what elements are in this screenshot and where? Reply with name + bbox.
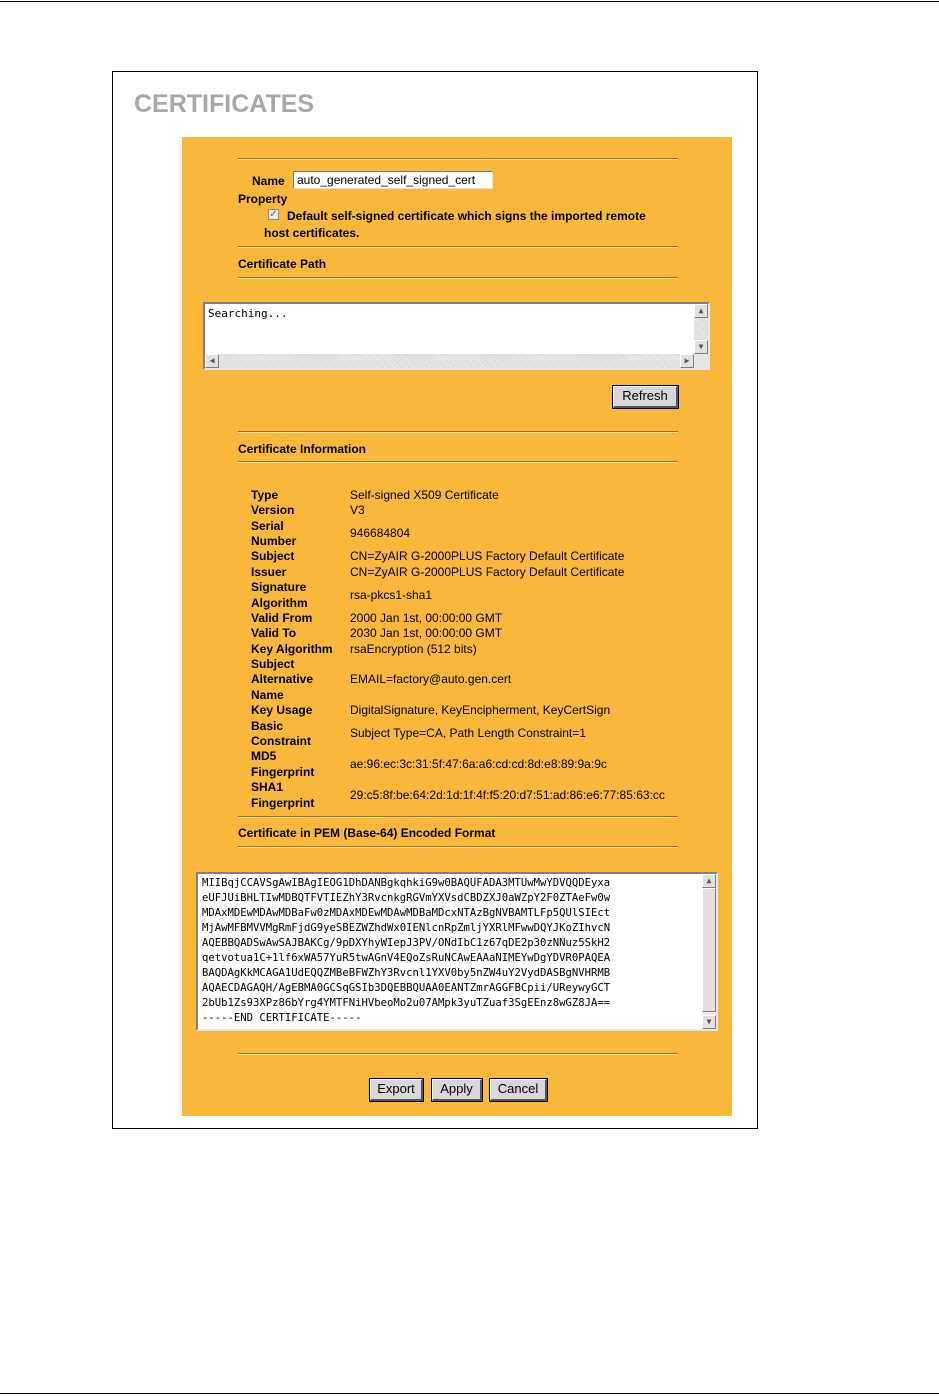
vertical-scrollbar[interactable] (702, 874, 716, 1029)
top-rule (0, 1, 939, 2)
type-label: Type (251, 488, 279, 502)
keyusage-value: DigitalSignature, KeyEncipherment, KeyCertSign (350, 703, 611, 717)
sha1-label-cont: Fingerprint (251, 796, 315, 810)
pem-line: MjAwMFBMVVMgRmFjdG9yeSBEZWZhdWx0IENlcnRpZmljYXRlMFwwDQYJKoZIhvcN (202, 922, 611, 934)
divider (238, 816, 678, 818)
horizontal-scrollbar[interactable] (205, 354, 694, 368)
md5-label: MD5 (251, 749, 277, 763)
version-value: V3 (350, 503, 365, 517)
keyalg-value: rsaEncryption (512 bits) (350, 642, 477, 656)
name-input[interactable] (293, 171, 493, 189)
scroll-right-icon[interactable]: ▶ (680, 354, 694, 368)
scroll-thumb[interactable] (702, 888, 716, 1012)
issuer-label: Issuer (251, 565, 287, 579)
sha1-label: SHA1 (251, 780, 284, 794)
altname-label-cont2: Name (251, 688, 284, 702)
md5-label-cont: Fingerprint (251, 765, 315, 779)
issuer-value: CN=ZyAIR G-2000PLUS Factory Default Certificate (350, 565, 625, 579)
pem-line: 2bUb1Zs93XPz86bYrg4YMTFNiHVbeoMo2u07AMpk3yuTZuaf3SgEEnz8wGZ8JA== (202, 997, 611, 1009)
refresh-button[interactable]: Refresh (613, 386, 678, 408)
export-button[interactable]: Export (370, 1079, 423, 1101)
scroll-up-icon[interactable]: ▲ (694, 304, 708, 318)
divider (238, 431, 678, 433)
vertical-scrollbar[interactable] (694, 304, 708, 354)
md5-value: ae:96:ec:3c:31:5f:47:6a:a6:cd:cd:8d:e8:89:9a:9c (350, 757, 607, 771)
validto-value: 2030 Jan 1st, 00:00:00 GMT (350, 626, 503, 640)
sha1-value: 29:c5:8f:be:64:2d:1d:1f:4f:f5:20:d7:51:ad:86:e6:77:85:63:cc (350, 788, 665, 802)
cert-path-textarea[interactable] (203, 302, 710, 370)
divider (238, 846, 678, 848)
scroll-left-icon[interactable]: ◀ (205, 354, 219, 368)
keyusage-label: Key Usage (251, 703, 313, 717)
pem-line: MDAxMDEwMDAwMDBaFw0zMDAxMDEwMDAwMDBaMDcxNTAzBgNVBAMTLFp5QUlSIEct (202, 907, 611, 919)
divider (238, 461, 678, 463)
subject-label: Subject (251, 549, 295, 563)
subject-value: CN=ZyAIR G-2000PLUS Factory Default Certificate (350, 549, 625, 563)
default-cert-checkbox[interactable]: ✓ (269, 209, 278, 220)
cert-path-text: Searching... (208, 307, 288, 320)
cert-path-title: Certificate Path (238, 257, 327, 271)
keyalg-label: Key Algorithm (251, 642, 333, 656)
scroll-down-icon[interactable]: ▼ (694, 340, 708, 354)
pem-line: AQEBBQADSwAwSAJBAKCg/9pDXYhyWIepJ3PV/ONdIbC1z67qDE2p30zNNuz5SkH2 (202, 937, 611, 949)
serial-label-cont: Number (251, 534, 297, 548)
property-label: Property (238, 192, 288, 206)
validfrom-label: Valid From (251, 611, 313, 625)
divider (238, 158, 678, 160)
scroll-up-icon[interactable]: ▲ (702, 874, 716, 888)
pem-line: eUFJUiBHLTIwMDBQTFVTIEZhY3RvcnkgRGVmYXVsdCBDZXJ0aWZpY2F0ZTAeFw0w (202, 892, 611, 904)
divider (238, 1053, 678, 1055)
property-checkbox-label: Default self-signed certificate which signs the imported remote (287, 209, 646, 223)
scroll-down-icon[interactable]: ▼ (702, 1015, 716, 1029)
sigalg-value: rsa-pkcs1-sha1 (350, 588, 433, 602)
pem-line: AQAECDAGAQH/AgEBMA0GCSqGSIb3DQEBBQUAA0EANTZmrAGGFBCpii/UReywyGCT (202, 982, 611, 994)
property-checkbox-label-cont: host certificates. (264, 226, 360, 240)
basic-constraint-value: Subject Type=CA, Path Length Constraint=1 (350, 726, 586, 740)
sigalg-label-cont: Algorithm (251, 596, 308, 610)
pem-line: MIIBqjCCAVSgAwIBAgIEOG1DhDANBgkqhkiG9w0BAQUFADA3MTUwMwYDVQQDEyxa (202, 877, 611, 889)
validto-label: Valid To (251, 626, 297, 640)
serial-label: Serial (251, 519, 284, 533)
name-label: Name (252, 174, 285, 188)
serial-value: 946684804 (350, 526, 411, 540)
scroll-corner (694, 354, 708, 368)
type-value: Self-signed X509 Certificate (350, 488, 499, 502)
pem-line: -----END CERTIFICATE----- (202, 1012, 362, 1024)
altname-label-cont: Alternative (251, 672, 314, 686)
divider (238, 277, 678, 279)
basic-constraint-label-cont: Constraint (251, 734, 311, 748)
pem-title: Certificate in PEM (Base-64) Encoded Format (238, 826, 496, 840)
version-label: Version (251, 503, 295, 517)
altname-value: EMAIL=factory@auto.gen.cert (350, 672, 512, 686)
pem-line: BAQDAgKkMCAGA1UdEQQZMBeBFWZhY3Rvcnl1YXV0by5nZW4uY2VydDASBgNVHRMB (202, 967, 611, 979)
sigalg-label: Signature (251, 580, 307, 594)
bottom-rule (0, 1393, 939, 1394)
pem-textarea[interactable] (196, 872, 718, 1031)
altname-label: Subject (251, 657, 295, 671)
cancel-button[interactable]: Cancel (490, 1079, 547, 1101)
page-title: CERTIFICATES (134, 90, 315, 118)
apply-button[interactable]: Apply (432, 1079, 482, 1101)
basic-constraint-label: Basic (251, 719, 284, 733)
cert-info-title: Certificate Information (238, 442, 367, 456)
validfrom-value: 2000 Jan 1st, 00:00:00 GMT (350, 611, 503, 625)
divider (238, 246, 678, 248)
pem-line: qetvotua1C+1lf6xWA57YuR5twAGnV4EQoZsRuNCAwEAAaNIMEYwDgYDVR0PAQEA (202, 952, 611, 964)
